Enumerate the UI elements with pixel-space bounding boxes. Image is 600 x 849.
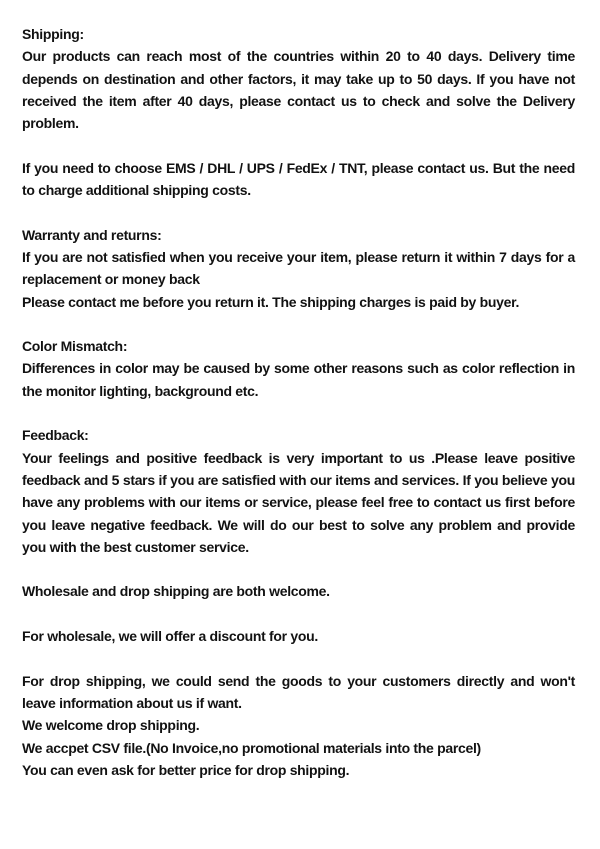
wholesale-discount-line: For wholesale, we will offer a discount for you. xyxy=(22,628,318,645)
better-price-line: You can even ask for better price for drop shipping. xyxy=(22,761,350,778)
shipping-paragraph: Our products can reach most of the countries within 20 to 40 days. Delivery time depends on destination and other factors, it may take up to 50 days. If you have not received the item after 40 days, please contact us to check and solve the Delivery problem. xyxy=(22,48,575,132)
section-wholesale-dropshipping-welcome xyxy=(22,580,575,602)
shipping-heading: Shipping: xyxy=(22,26,84,42)
warranty-contact-paragraph: Please contact me before you return it. The shipping charges is paid by buyer. xyxy=(22,293,520,310)
wholesale-welcome-line: Wholesale and drop shipping are both welcome. xyxy=(22,583,330,600)
dropshipping-welcome-line: We welcome drop shipping. xyxy=(22,717,200,734)
warranty-return-paragraph: If you are not satisfied when you receive your item, please return it within 7 days for a replacement or money back xyxy=(22,248,575,288)
section-feedback xyxy=(22,424,575,558)
express-couriers-paragraph: If you need to choose EMS / DHL / UPS / FedEx / TNT, please contact us. But the need to charge additional shipping costs. xyxy=(22,159,575,199)
color-mismatch-paragraph: Differences in color may be caused by some other reasons such as color reflection in the monitor lighting, background etc. xyxy=(22,360,575,399)
dropshipping-paragraph: For drop shipping, we could send the goods to your customers directly and won't leave information about us if want. xyxy=(22,672,575,711)
color-mismatch-heading: Color Mismatch: xyxy=(22,338,128,355)
section-color-mismatch xyxy=(22,335,575,402)
warranty-heading: Warranty and returns: xyxy=(22,226,162,243)
section-dropshipping-details xyxy=(22,670,575,781)
feedback-heading: Feedback: xyxy=(22,427,89,444)
feedback-paragraph: Your feelings and positive feedback is very important to us .Please leave positive feedback and 5 stars if you are satisfied with our items and services. If you believe you have any problems with our items or service, please feel free to contact us first before you leave negative feedback. We will do our best to solve any problem and provide you with the best customer service. xyxy=(22,449,575,555)
section-shipping xyxy=(22,23,575,134)
section-warranty xyxy=(22,224,575,313)
csv-file-line: We accpet CSV file.(No Invoice,no promotional materials into the parcel) xyxy=(22,739,481,756)
section-express-couriers xyxy=(22,157,575,202)
section-wholesale-discount xyxy=(22,625,575,647)
